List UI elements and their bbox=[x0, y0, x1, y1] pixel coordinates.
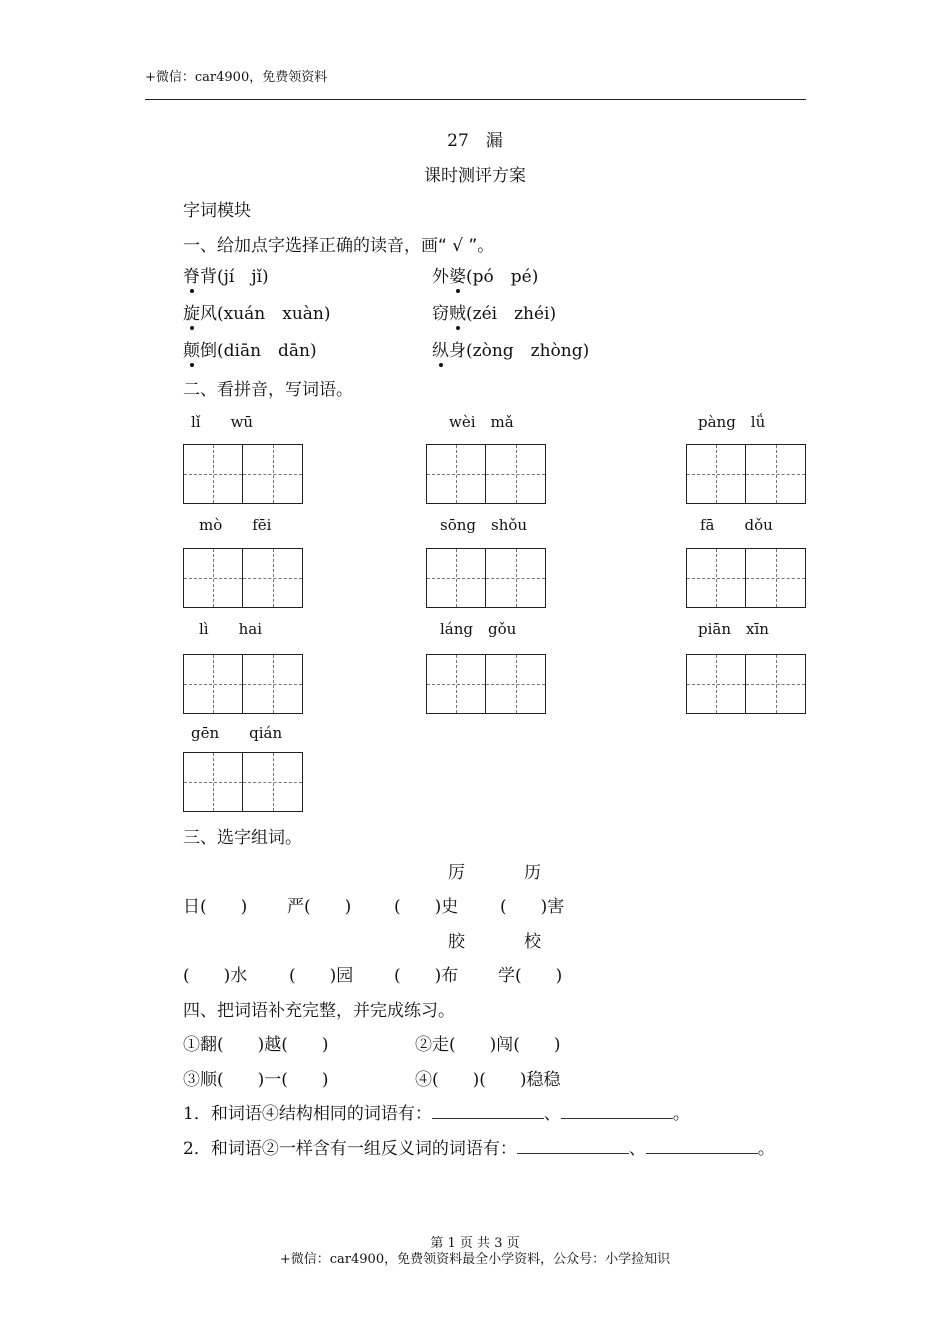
separator: 、 bbox=[543, 1104, 561, 1124]
q3-blank[interactable]: ( )害 bbox=[500, 897, 565, 917]
dotted-char: 纵 bbox=[432, 336, 449, 361]
separator: 、 bbox=[628, 1139, 646, 1159]
lesson-subtitle: 课时测评方案 bbox=[424, 166, 526, 186]
writing-grid[interactable] bbox=[426, 548, 546, 608]
dotted-char: 婆 bbox=[449, 262, 466, 287]
dotted-char: 脊 bbox=[183, 262, 200, 287]
q4-item[interactable]: ③顺( )一( ) bbox=[183, 1070, 329, 1090]
q3-blank[interactable]: ( )布 bbox=[394, 966, 459, 986]
q1-item-4 bbox=[432, 299, 556, 324]
q1-item-text: 背(jí jǐ) bbox=[200, 267, 269, 287]
q4-exercise-2-text: 2．和词语②一样含有一组反义词的词语有： bbox=[183, 1139, 517, 1159]
q3-blank[interactable]: ( )水 bbox=[183, 966, 248, 986]
char-option: 历 bbox=[524, 863, 541, 883]
q1-item-text: 外 bbox=[432, 267, 449, 287]
q3-blank[interactable]: ( )史 bbox=[394, 897, 459, 917]
header-rule bbox=[145, 99, 806, 100]
q1-item-6 bbox=[432, 336, 589, 361]
char-option: 厉 bbox=[448, 863, 465, 883]
q1-item-text: 窃 bbox=[432, 304, 449, 324]
section-label: 字词模块 bbox=[183, 201, 251, 221]
writing-grid[interactable] bbox=[686, 548, 806, 608]
writing-grid[interactable] bbox=[183, 548, 303, 608]
q1-item-5 bbox=[183, 336, 317, 361]
pinyin-10: gēn qián bbox=[191, 724, 283, 742]
q1-item-1 bbox=[183, 262, 269, 287]
writing-grid[interactable] bbox=[426, 444, 546, 504]
writing-grid[interactable] bbox=[686, 444, 806, 504]
end-mark: 。 bbox=[672, 1104, 690, 1124]
pinyin-2: wèi mǎ bbox=[449, 413, 514, 431]
pinyin-4: mò fēi bbox=[199, 516, 272, 534]
answer-blank[interactable] bbox=[517, 1139, 629, 1154]
pinyin-6: fā dǒu bbox=[700, 516, 773, 534]
q1-item-text: 身(zòng zhòng) bbox=[449, 341, 590, 361]
q3-blank[interactable]: 学( ) bbox=[498, 966, 563, 986]
q1-item-text: (zéi zhéi) bbox=[466, 304, 557, 324]
end-mark: 。 bbox=[757, 1139, 775, 1159]
char-option: 校 bbox=[524, 932, 541, 952]
writing-grid[interactable] bbox=[686, 654, 806, 714]
pinyin-8: láng gǒu bbox=[440, 620, 517, 638]
page-header: +微信：car4900，免费领资料 bbox=[145, 70, 328, 85]
pinyin-5: sōng shǒu bbox=[440, 516, 528, 534]
q4-item[interactable]: ②走( )闯( ) bbox=[415, 1035, 561, 1055]
q1-item-3 bbox=[183, 299, 331, 324]
pinyin-3: pàng lǘ bbox=[698, 413, 766, 431]
q4-heading: 四、把词语补充完整，并完成练习。 bbox=[183, 1001, 455, 1021]
q4-exercise-1 bbox=[183, 1099, 690, 1124]
dotted-char: 颠 bbox=[183, 336, 200, 361]
lesson-title: 27 漏 bbox=[447, 131, 503, 151]
dotted-char: 贼 bbox=[449, 299, 466, 324]
writing-grid[interactable] bbox=[183, 752, 303, 812]
q2-heading: 二、看拼音，写词语。 bbox=[183, 380, 353, 400]
q4-exercise-1-text: 1．和词语④结构相同的词语有： bbox=[183, 1104, 432, 1124]
pinyin-7: lì hai bbox=[199, 620, 262, 638]
q3-blank[interactable]: 严( ) bbox=[287, 897, 352, 917]
answer-blank[interactable] bbox=[432, 1104, 544, 1119]
pinyin-9: piān xīn bbox=[698, 620, 769, 638]
q4-item[interactable]: ④( )( )稳稳 bbox=[415, 1070, 561, 1090]
page-number: 第 1 页 共 3 页 bbox=[430, 1236, 520, 1251]
answer-blank[interactable] bbox=[646, 1139, 758, 1154]
dotted-char: 旋 bbox=[183, 299, 200, 324]
q1-heading: 一、给加点字选择正确的读音，画“ √ ”。 bbox=[183, 236, 495, 256]
footer-contact: +微信：car4900，免费领资料最全小学资料，公众号：小学捡知识 bbox=[279, 1252, 671, 1267]
q4-item[interactable]: ①翻( )越( ) bbox=[183, 1035, 329, 1055]
q3-blank[interactable]: 日( ) bbox=[183, 897, 248, 917]
q3-heading: 三、选字组词。 bbox=[183, 828, 302, 848]
q1-item-2 bbox=[432, 262, 538, 287]
pinyin-1: lǐ wū bbox=[191, 413, 254, 431]
q1-item-text: 风(xuán xuàn) bbox=[200, 304, 331, 324]
q1-item-text: (pó pé) bbox=[466, 267, 539, 287]
writing-grid[interactable] bbox=[183, 444, 303, 504]
writing-grid[interactable] bbox=[183, 654, 303, 714]
char-option: 胶 bbox=[448, 932, 465, 952]
writing-grid[interactable] bbox=[426, 654, 546, 714]
answer-blank[interactable] bbox=[561, 1104, 673, 1119]
q4-exercise-2 bbox=[183, 1134, 775, 1159]
q3-blank[interactable]: ( )园 bbox=[289, 966, 354, 986]
q1-item-text: 倒(diān dān) bbox=[200, 341, 317, 361]
